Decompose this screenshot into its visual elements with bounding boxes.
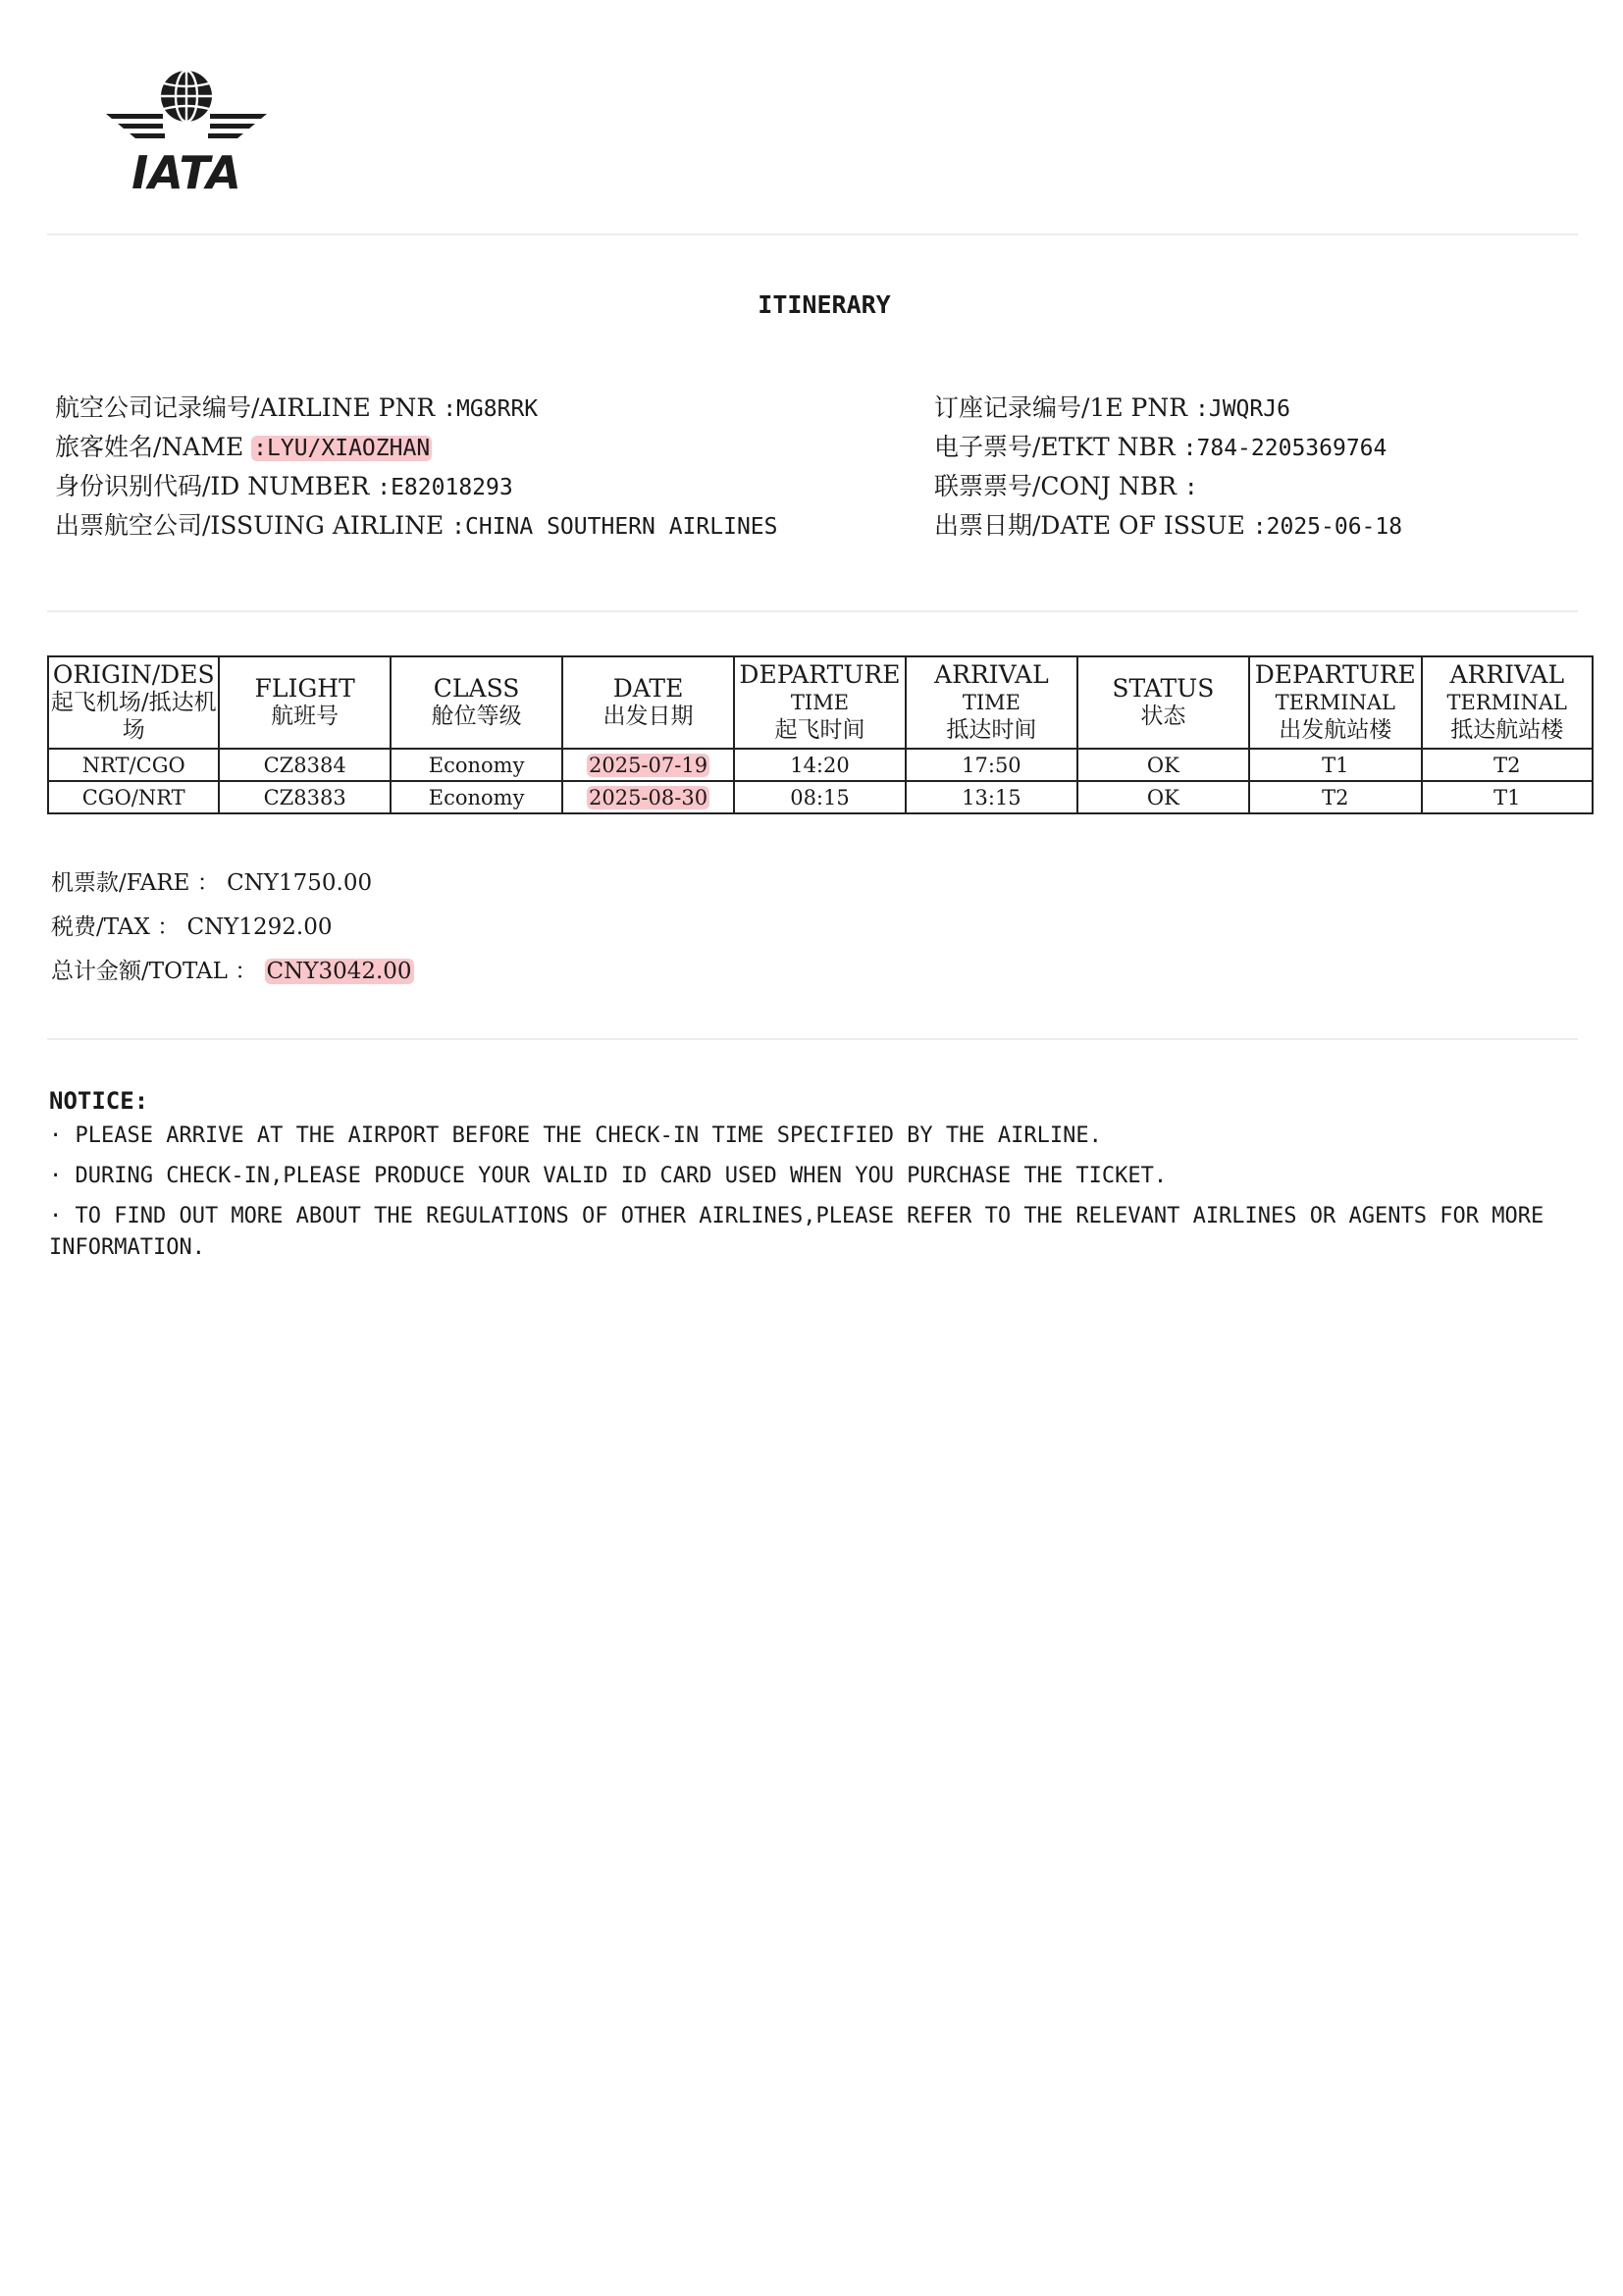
header-date — [562, 656, 733, 749]
cell-date — [562, 781, 733, 813]
cell-class: Economy — [391, 749, 562, 781]
header-origin-des-zh: 起飞机场/抵达机场 — [50, 690, 217, 743]
conj-nbr-row — [934, 467, 1402, 506]
header-status-zh: 状态 — [1140, 704, 1186, 729]
name-label: 旅客姓名/NAME — [55, 433, 252, 461]
name-value: :LYU/XIAOZHAN — [253, 436, 431, 461]
fare-label: 机票款/FARE ： — [51, 870, 228, 896]
fare-summary — [51, 861, 414, 994]
notice-section — [49, 1081, 1560, 1273]
header-divider — [47, 234, 1578, 235]
ie-pnr-value: :JWQRJ6 — [1195, 396, 1290, 422]
airline-pnr-label: 航空公司记录编号/AIRLINE PNR — [55, 393, 444, 422]
header-departure-terminal — [1249, 656, 1421, 749]
ie-pnr-row — [934, 389, 1402, 428]
header-departure-terminal-zh: 出发航站楼 — [1279, 717, 1392, 743]
total-value: CNY3042.00 — [266, 959, 412, 984]
header-flight-zh: 航班号 — [271, 704, 340, 729]
info-left-column — [55, 389, 778, 546]
id-number-row — [55, 467, 778, 506]
issuing-airline-label: 出票航空公司/ISSUING AIRLINE — [55, 511, 452, 540]
notice-title: NOTICE: — [49, 1087, 149, 1115]
date-value: 2025-08-30 — [588, 785, 708, 809]
airline-pnr-row — [55, 389, 778, 428]
header-status — [1077, 656, 1249, 749]
cell-flight: CZ8383 — [219, 781, 390, 813]
header-date-zh: 出发日期 — [602, 704, 694, 729]
header-arrival-time — [906, 656, 1076, 749]
header-arrival-terminal-zh: 抵达航站楼 — [1450, 717, 1564, 743]
issuing-airline-value: :CHINA SOUTHERN AIRLINES — [451, 514, 778, 540]
header-flight-en: FLIGHT — [254, 674, 355, 703]
table-header-row — [48, 656, 1593, 749]
conj-nbr-value: : — [1183, 475, 1198, 500]
cell-status: OK — [1077, 749, 1249, 781]
cell-arrival-time: 13:15 — [906, 781, 1076, 813]
total-label: 总计金额/TOTAL ： — [51, 959, 265, 984]
flight-table — [47, 655, 1594, 814]
total-row — [51, 950, 414, 994]
etkt-nbr-label: 电子票号/ETKT NBR — [934, 433, 1183, 461]
issuing-airline-row — [55, 506, 778, 546]
notice-item: · TO FIND OUT MORE ABOUT THE REGULATIONS OF OTHER AIRLINES,PLEASE REFER TO THE RELEVANT AIRLINES OR AGENTS FOR MORE INFORMATION. — [49, 1204, 1544, 1260]
fare-row — [51, 861, 414, 906]
ie-pnr-label: 订座记录编号/1E PNR — [934, 393, 1195, 422]
cell-status: OK — [1077, 781, 1249, 813]
info-divider — [47, 610, 1578, 612]
etkt-nbr-value: :784-2205369764 — [1182, 436, 1387, 461]
conj-nbr-label: 联票票号/CONJ NBR — [934, 472, 1184, 500]
page-title: ITINERARY — [758, 290, 891, 319]
cell-class: Economy — [391, 781, 562, 813]
fare-divider — [47, 1038, 1578, 1040]
fare-value: CNY1750.00 — [227, 870, 373, 896]
date-of-issue-row — [934, 506, 1402, 546]
table-row — [48, 749, 1593, 781]
notice-item: · DURING CHECK-IN,PLEASE PRODUCE YOUR VALID ID CARD USED WHEN YOU PURCHASE THE TICKET. — [49, 1164, 1168, 1188]
header-flight — [219, 656, 390, 749]
header-departure-time — [734, 656, 906, 749]
header-arrival-time-en: ARRIVAL — [934, 660, 1049, 689]
header-arrival-terminal-sub: TERMINAL — [1446, 691, 1567, 714]
tax-value: CNY1292.00 — [186, 914, 333, 940]
header-class — [391, 656, 562, 749]
header-arrival-terminal-en: ARRIVAL — [1449, 660, 1565, 689]
header-arrival-terminal — [1422, 656, 1594, 749]
id-number-label: 身份识别代码/ID NUMBER — [55, 472, 378, 500]
header-arrival-time-zh: 抵达时间 — [946, 717, 1037, 743]
etkt-nbr-row — [934, 428, 1402, 467]
header-departure-time-sub: TIME — [790, 691, 850, 714]
cell-origin-des: CGO/NRT — [48, 781, 219, 813]
name-row — [55, 428, 778, 467]
tax-row — [51, 906, 414, 950]
header-arrival-time-sub: TIME — [962, 691, 1021, 714]
header-departure-terminal-sub: TERMINAL — [1275, 691, 1395, 714]
header-date-en: DATE — [612, 674, 684, 703]
cell-arrival-terminal: T1 — [1422, 781, 1594, 813]
cell-departure-time: 08:15 — [734, 781, 906, 813]
cell-departure-terminal: T1 — [1249, 749, 1421, 781]
cell-departure-time: 14:20 — [734, 749, 906, 781]
date-value: 2025-07-19 — [588, 753, 708, 777]
cell-origin-des: NRT/CGO — [48, 749, 219, 781]
cell-departure-terminal: T2 — [1249, 781, 1421, 813]
airline-pnr-value: :MG8RRK — [443, 396, 539, 422]
notice-item: · PLEASE ARRIVE AT THE AIRPORT BEFORE THE CHECK-IN TIME SPECIFIED BY THE AIRLINE. — [49, 1123, 1102, 1148]
logo-text: IATA — [131, 146, 241, 195]
cell-arrival-time: 17:50 — [906, 749, 1076, 781]
header-class-en: CLASS — [433, 674, 520, 703]
date-of-issue-value: :2025-06-18 — [1252, 514, 1403, 540]
header-departure-terminal-en: DEPARTURE — [1254, 660, 1416, 689]
iata-logo — [98, 63, 275, 195]
header-class-zh: 舱位等级 — [431, 704, 522, 729]
table-row — [48, 781, 1593, 813]
date-of-issue-label: 出票日期/DATE OF ISSUE — [934, 511, 1253, 540]
header-origin-des-en: ORIGIN/DES — [52, 660, 215, 689]
tax-label: 税费/TAX ： — [51, 914, 187, 940]
cell-flight: CZ8384 — [219, 749, 390, 781]
header-origin-des — [48, 656, 219, 749]
header-status-en: STATUS — [1112, 674, 1215, 703]
header-departure-time-zh: 起飞时间 — [774, 717, 865, 743]
header-departure-time-en: DEPARTURE — [739, 660, 901, 689]
id-number-value: :E82018293 — [377, 475, 513, 500]
cell-arrival-terminal: T2 — [1422, 749, 1594, 781]
info-right-column — [934, 389, 1402, 546]
cell-date — [562, 749, 733, 781]
